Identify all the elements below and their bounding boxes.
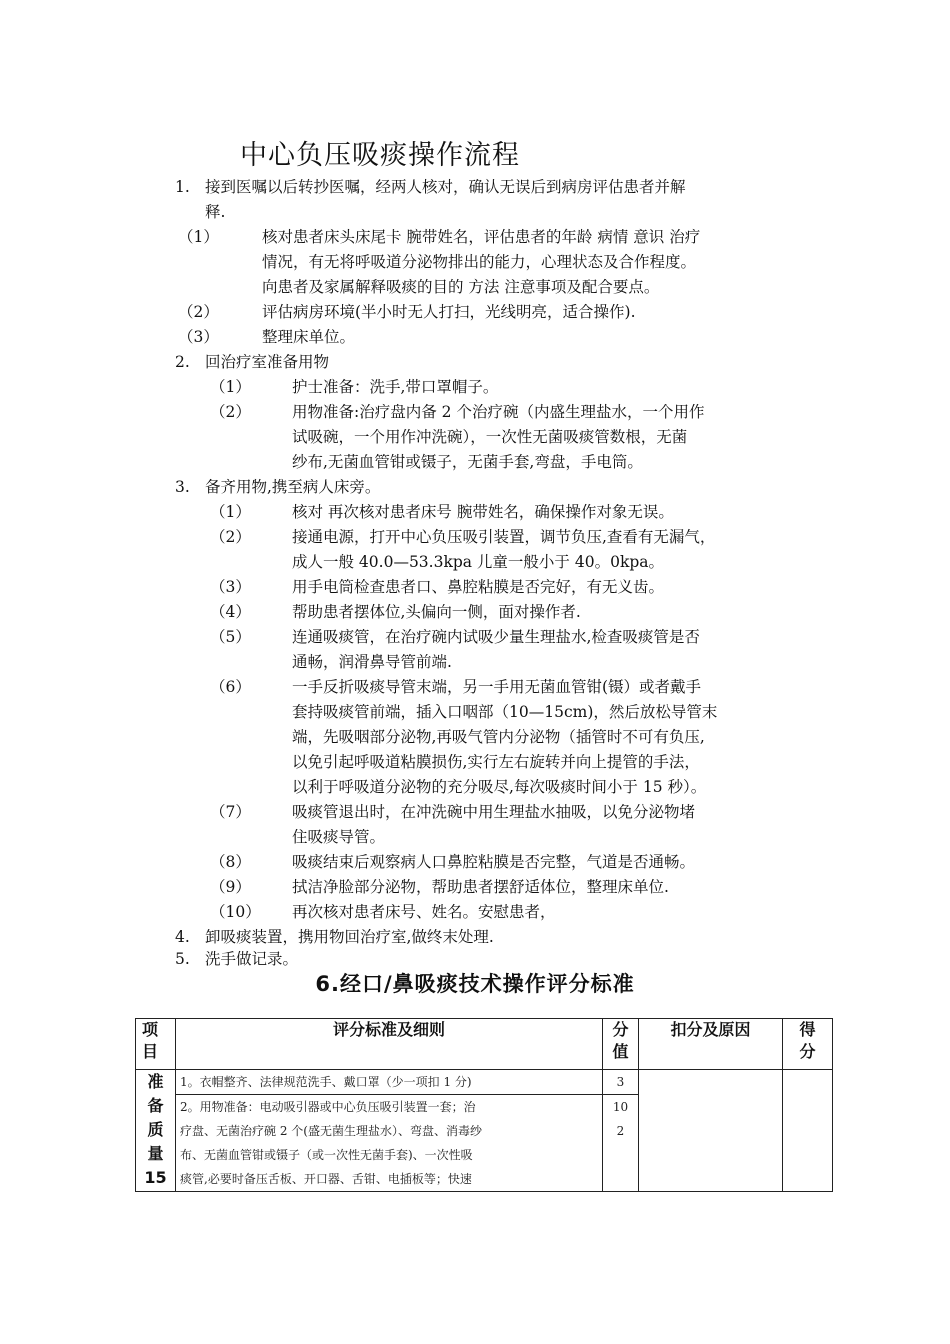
step-3-sub-4-line-1: 帮助患者摆体位,头偏向一侧，面对操作者. xyxy=(292,603,581,621)
criteria-2-line-4: 痰管,必要时备压舌板、开口器、舌钳、电插板等；快速 xyxy=(180,1172,472,1186)
step-1-sub-2-line-1: 评估病房环境(半小时无人打扫，光线明亮，适合操作). xyxy=(262,303,636,321)
step-3-sub-2-label: （2） xyxy=(210,528,251,546)
header-criteria: 评分标准及细则 xyxy=(176,1019,603,1070)
criteria-2-line-3: 布、无菌血管钳或镊子（或一次性无菌手套)、一次性吸 xyxy=(180,1148,473,1162)
step-1-sub-2-label: （2） xyxy=(178,303,219,321)
step-2-number: 2. xyxy=(175,353,190,371)
criteria-2-line-2: 疗盘、无菌治疗碗 2 个(盛无菌生理盐水）、弯盘、消毒纱 xyxy=(180,1124,482,1138)
step-2-line-1: 回治疗室准备用物 xyxy=(205,353,330,371)
table-row xyxy=(136,1070,833,1095)
step-5-line-1: 洗手做记录。 xyxy=(205,950,299,968)
header-item-line-1: 项 xyxy=(142,1020,159,1039)
category-char-1: 准 xyxy=(147,1072,164,1091)
points-1-value: 3 xyxy=(616,1075,625,1089)
header-points-line-2: 值 xyxy=(612,1042,629,1061)
step-1-number: 1. xyxy=(175,178,190,196)
step-2-sub-2-label: （2） xyxy=(210,403,251,421)
category-cell xyxy=(136,1070,176,1192)
step-3-sub-2-line-2: 成人一般 40.0—53.3kpa 儿童一般小于 40。0kpa。 xyxy=(292,553,665,571)
step-3-sub-7-label: （7） xyxy=(210,803,251,821)
points-cell-1 xyxy=(603,1070,639,1095)
step-2-sub-2-line-1: 用物准备:治疗盘内备 2 个治疗碗（内盛生理盐水，一个用作 xyxy=(292,403,705,421)
category-char-3: 质 xyxy=(147,1120,164,1139)
step-5-number: 5. xyxy=(175,950,190,968)
step-1-line-2: 释. xyxy=(205,203,226,221)
step-3-sub-8-line-1: 吸痰结束后观察病人口鼻腔粘膜是否完整，气道是否通畅。 xyxy=(292,853,696,871)
step-3-sub-6-line-2: 套持吸痰管前端，插入口咽部（10—15cm)，然后放松导管末 xyxy=(292,703,718,721)
step-4-number: 4. xyxy=(175,928,190,946)
step-1-sub-3-label: （3） xyxy=(178,328,219,346)
header-score xyxy=(783,1019,833,1070)
step-3-sub-6-line-4: 以免引起呼吸道粘膜损伤,实行左右旋转并向上提管的手法， xyxy=(292,753,700,771)
header-score-line-2: 分 xyxy=(799,1042,816,1061)
step-3-sub-6-line-3: 端，先吸咽部分泌物,再吸气管内分泌物（插管时不可有负压, xyxy=(292,728,705,746)
header-item-line-2: 目 xyxy=(142,1042,159,1061)
section-6-title: 6.经口/鼻吸痰技术操作评分标准 xyxy=(315,972,635,996)
deduction-cell[interactable] xyxy=(639,1070,783,1192)
criteria-cell-1 xyxy=(176,1070,603,1095)
header-item xyxy=(136,1019,176,1070)
category-char-4: 量 xyxy=(147,1144,164,1163)
step-4-line-1: 卸吸痰装置，携用物回治疗室,做终末处理. xyxy=(205,928,494,946)
points-2-value-1: 10 xyxy=(612,1100,629,1114)
criteria-2-line-1: 2。用物准备：电动吸引器或中心负压吸引装置一套；治 xyxy=(180,1100,476,1114)
step-3-sub-3-line-1: 用手电筒检查患者口、鼻腔粘膜是否完好，有无义齿。 xyxy=(292,578,665,596)
step-3-sub-9-line-1: 拭洁净脸部分泌物，帮助患者摆舒适体位，整理床单位. xyxy=(292,878,669,896)
step-1-line-1: 接到医嘱以后转抄医嘱，经两人核对，确认无误后到病房评估患者并解 xyxy=(205,178,686,196)
criteria-cell-2 xyxy=(176,1095,603,1192)
step-3-number: 3. xyxy=(175,478,190,496)
points-cell-2 xyxy=(603,1095,639,1192)
criteria-1-line-1: 1。衣帽整齐、法律规范洗手、戴口罩（少一项扣 1 分) xyxy=(180,1075,472,1089)
header-points xyxy=(603,1019,639,1070)
score-cell[interactable] xyxy=(783,1070,833,1192)
step-3-line-1: 备齐用物,携至病人床旁。 xyxy=(205,478,381,496)
step-3-sub-7-line-2: 住吸痰导管。 xyxy=(292,828,386,846)
step-1-sub-3-line-1: 整理床单位。 xyxy=(262,328,356,346)
scoring-table xyxy=(135,1018,833,1192)
step-1-sub-1-line-2: 情况，有无将呼吸道分泌物排出的能力，心理状态及合作程度。 xyxy=(262,253,697,271)
step-1-sub-1-line-1: 核对患者床头床尾卡 腕带姓名，评估患者的年龄 病情 意识 治疗 xyxy=(262,228,701,246)
category-char-2: 备 xyxy=(147,1096,164,1115)
step-2-sub-1-line-1: 护士准备：洗手,带口罩帽子。 xyxy=(292,378,499,396)
step-3-sub-10-line-1: 再次核对患者床号、姓名。安慰患者， xyxy=(292,903,556,921)
table-header-row xyxy=(136,1019,833,1070)
step-3-sub-3-label: （3） xyxy=(210,578,251,596)
step-3-sub-7-line-1: 吸痰管退出时，在冲洗碗中用生理盐水抽吸，以免分泌物堵 xyxy=(292,803,696,821)
step-2-sub-2-line-3: 纱布,无菌血管钳或镊子，无菌手套,弯盘，手电筒。 xyxy=(292,453,643,471)
document-title: 中心负压吸痰操作流程 xyxy=(240,140,520,171)
step-3-sub-9-label: （9） xyxy=(210,878,251,896)
category-char-5: 15 xyxy=(144,1168,167,1187)
header-deduction: 扣分及原因 xyxy=(639,1019,783,1070)
points-2-value-2: 2 xyxy=(616,1124,625,1138)
step-3-sub-6-label: （6） xyxy=(210,678,251,696)
step-3-sub-2-line-1: 接通电源，打开中心负压吸引装置，调节负压,查看有无漏气， xyxy=(292,528,716,546)
step-3-sub-5-label: （5） xyxy=(210,628,251,646)
step-3-sub-6-line-1: 一手反折吸痰导管末端，另一手用无菌血管钳(镊）或者戴手 xyxy=(292,678,702,696)
step-3-sub-5-line-1: 连通吸痰管，在治疗碗内试吸少量生理盐水,检查吸痰管是否 xyxy=(292,628,700,646)
step-3-sub-4-label: （4） xyxy=(210,603,251,621)
header-score-line-1: 得 xyxy=(799,1020,816,1039)
header-points-line-1: 分 xyxy=(612,1020,629,1039)
step-3-sub-6-line-5: 以利于呼吸道分泌物的充分吸尽,每次吸痰时间小于 15 秒）。 xyxy=(292,778,707,796)
step-3-sub-1-label: （1） xyxy=(210,503,251,521)
step-3-sub-5-line-2: 通畅，润滑鼻导管前端. xyxy=(292,653,452,671)
step-3-sub-1-line-1: 核对 再次核对患者床号 腕带姓名，确保操作对象无误。 xyxy=(292,503,674,521)
step-1-sub-1-label: （1） xyxy=(178,228,219,246)
step-3-sub-8-label: （8） xyxy=(210,853,251,871)
step-2-sub-1-label: （1） xyxy=(210,378,251,396)
step-2-sub-2-line-2: 试吸碗，一个用作冲洗碗），一次性无菌吸痰管数根，无菌 xyxy=(292,428,688,446)
step-1-sub-1-line-3: 向患者及家属解释吸痰的目的 方法 注意事项及配合要点。 xyxy=(262,278,660,296)
step-3-sub-10-label: （10） xyxy=(210,903,261,921)
